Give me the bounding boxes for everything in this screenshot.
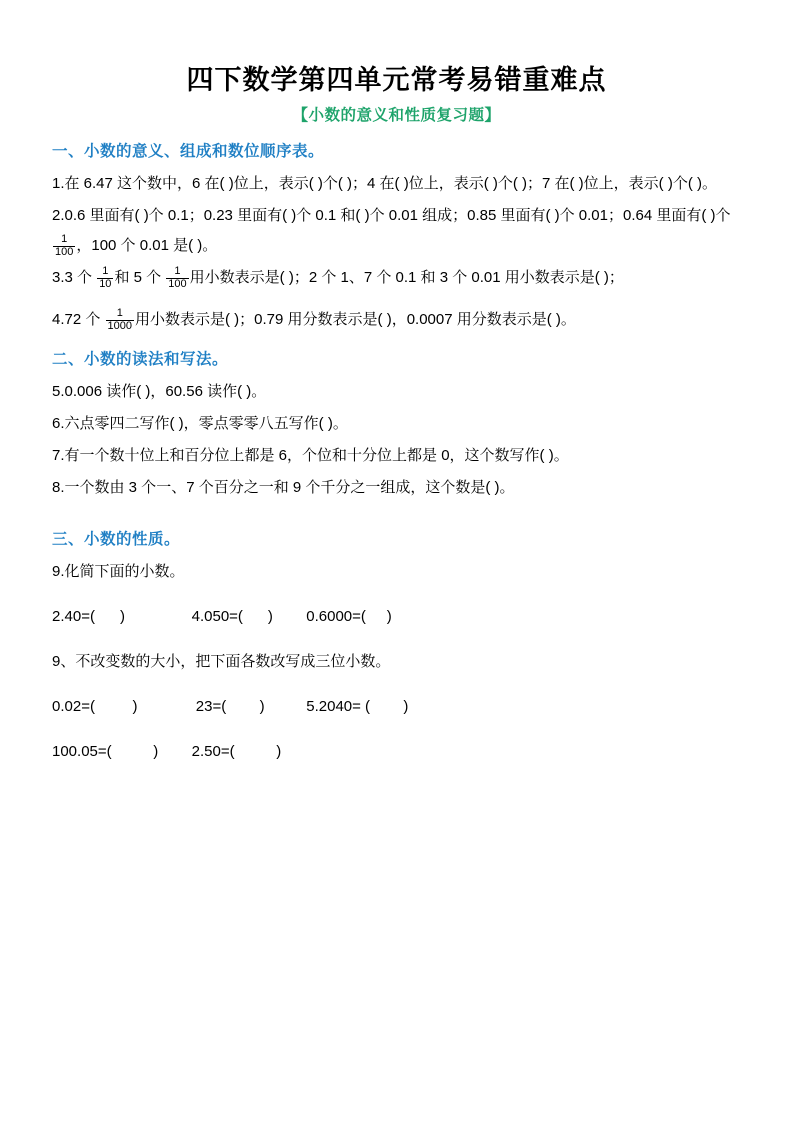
question-9-prompt: 9.化简下面的小数。	[52, 563, 185, 580]
fraction-one-tenth: $\frac{1}{10}$	[99, 265, 112, 290]
fraction-one-hundredth: $\frac{1}{100}$	[55, 233, 74, 258]
question-3-text-a: 3.3 个	[52, 269, 97, 286]
question-3	[52, 263, 741, 293]
spacer-2	[52, 505, 741, 515]
question-4-text-b: 用小数表示是( )；0.79 用分数表示是( )，0.0007 用分数表示是( )。	[135, 311, 576, 328]
section-heading-3: 三、小数的性质。	[52, 531, 181, 548]
question-5: 5.0.006 读作( )，60.56 读作( )。	[52, 383, 267, 400]
question-3-text-b: 和 5 个	[114, 269, 166, 286]
spacer	[52, 295, 741, 305]
question-3-text-c: 用小数表示是( )；2 个 1、7 个 0.1 和 3 个 0.01 用小数表示是( )；	[189, 269, 624, 286]
question-4	[52, 305, 741, 335]
question-10-row-1: 0.02=( ) 23=( ) 5.2040= ( )	[52, 698, 409, 715]
question-2-text-b: ，100 个 0.01 是( )。	[76, 237, 218, 254]
question-2	[52, 201, 741, 261]
section-heading-2: 二、小数的读法和写法。	[52, 351, 229, 368]
question-10-row-2: 100.05=( ) 2.50=( )	[52, 743, 282, 760]
question-2-text-a: 2.0.6 里面有( )个 0.1；0.23 里面有( )个 0.1 和( )个 0.01 组成；0.85 里面有( )个 0.01；0.64 里面有( )个	[52, 207, 731, 224]
fraction-one-thousandth: $\frac{1}{1000}$	[107, 307, 133, 332]
question-1: 1.在 6.47 这个数中，6 在( )位上，表示( )个( )；4 在( )位上，表示( )个( )；7 在( )位上，表示( )个( )。	[52, 175, 717, 192]
page-title: 四下数学第四单元常考易错重难点	[186, 65, 607, 95]
question-10-prompt: 9、不改变数的大小，把下面各数改写成三位小数。	[52, 653, 391, 670]
section-heading-1: 一、小数的意义、组成和数位顺序表。	[52, 143, 325, 160]
question-8: 8.一个数由 3 个一、7 个百分之一和 9 个千分之一组成，这个数是( )。	[52, 479, 515, 496]
question-7: 7.有一个数十位上和百分位上都是 6，个位和十分位上都是 0，这个数写作( )。	[52, 447, 569, 464]
fraction-one-hundredth-b: $\frac{1}{100}$	[168, 265, 187, 290]
question-6: 6.六点零四二写作( )，零点零零八五写作( )。	[52, 415, 348, 432]
page-subtitle: 【小数的意义和性质复习题】	[292, 107, 501, 124]
question-4-text-a: 4.72 个	[52, 311, 105, 328]
question-9-row: 2.40=( ) 4.050=( ) 0.6000=( )	[52, 608, 392, 625]
